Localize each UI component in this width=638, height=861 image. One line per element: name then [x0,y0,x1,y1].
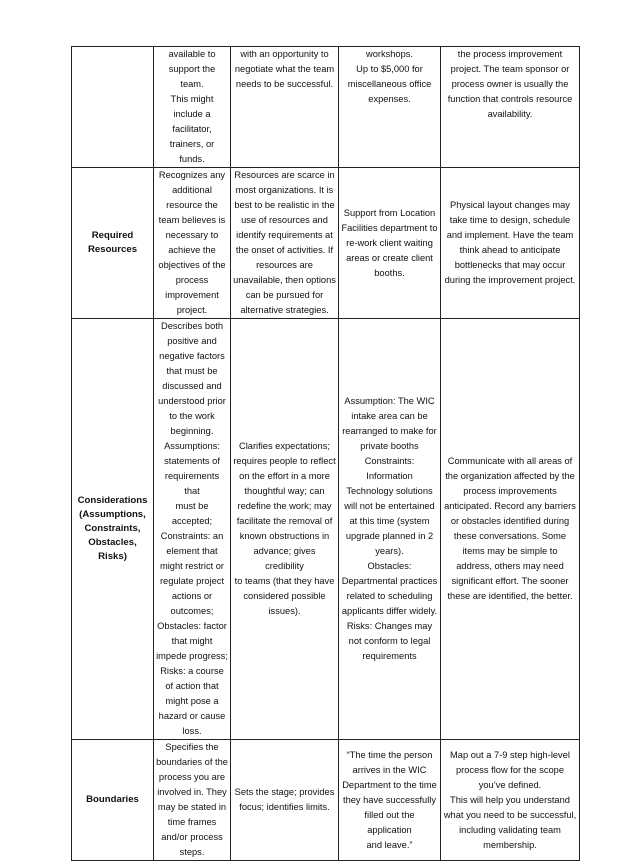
tips-cell: Map out a 7-9 step high-level process flow for the scope you’ve defined. This will help you understand what you need to be successful, including validating team membership. [441,740,580,861]
example-cell: Assumption: The WIC intake area can be rearranged to make for private booths Constraints: Information Technology solutions will not be entertained at this time (system upgrade planned in 2 years). Obstacles: Departmental practices related to scheduling applicants differ widely. Risks: Changes may not conform to legal requirements [339,319,441,740]
tips-cell: Communicate with all areas of the organization affected by the process improvements anticipated. Record any barriers or obstacles identified during these conversations. Some items may be simple to address, others may need significant effort. The sooner these are identified, the better. [441,319,580,740]
table-row [72,168,580,319]
purpose-cell: Sets the stage; provides focus; identifies limits. [231,740,339,861]
example-cell: workshops. Up to $5,000 for miscellaneous office expenses. [339,47,441,168]
example-cell: Support from Location Facilities department to re-work client waiting areas or create client booths. [339,168,441,319]
example-cell: “The time the person arrives in the WIC Department to the time they have successfully filled out the application and leave.” [339,740,441,861]
purpose-cell: Clarifies expectations; requires people to reflect on the effort in a more thoughtful way; can redefine the work; may facilitate the removal of known obstructions in advance; gives credibility to teams (that they have considered possible issues). [231,319,339,740]
row-label [72,47,154,168]
table-row [72,319,580,740]
tips-cell: the process improvement project. The team sponsor or process owner is usually the function that controls resource availability. [441,47,580,168]
process-table [71,46,580,861]
table-row [72,740,580,861]
row-label: Boundaries [72,740,154,861]
table-row [72,47,580,168]
purpose-cell: with an opportunity to negotiate what the team needs to be successful. [231,47,339,168]
row-label: Required Resources [72,168,154,319]
description-cell: available to support the team. This might include a facilitator, trainers, or funds. [154,47,231,168]
description-cell: Specifies the boundaries of the process you are involved in. They may be stated in time frames and/or process steps. [154,740,231,861]
purpose-cell: Resources are scarce in most organizations. It is best to be realistic in the use of resources and identify requirements at the onset of activities. If resources are unavailable, then options can be pursued for alternative strategies. [231,168,339,319]
description-cell: Recognizes any additional resource the team believes is necessary to achieve the objectives of the process improvement project. [154,168,231,319]
description-cell: Describes both positive and negative factors that must be discussed and understood prior to the work beginning. Assumptions: statements of requirements that must be accepted; Constraints: an element that might restrict or regulate project actions or outcomes; Obstacles: factor that might impede progress; Risks: a course of action that might pose a hazard or cause loss. [154,319,231,740]
row-label: Considerations (Assumptions, Constraints, Obstacles, Risks) [72,319,154,740]
tips-cell: Physical layout changes may take time to design, schedule and implement. Have the team think ahead to anticipate bottlenecks that may occur during the improvement project. [441,168,580,319]
